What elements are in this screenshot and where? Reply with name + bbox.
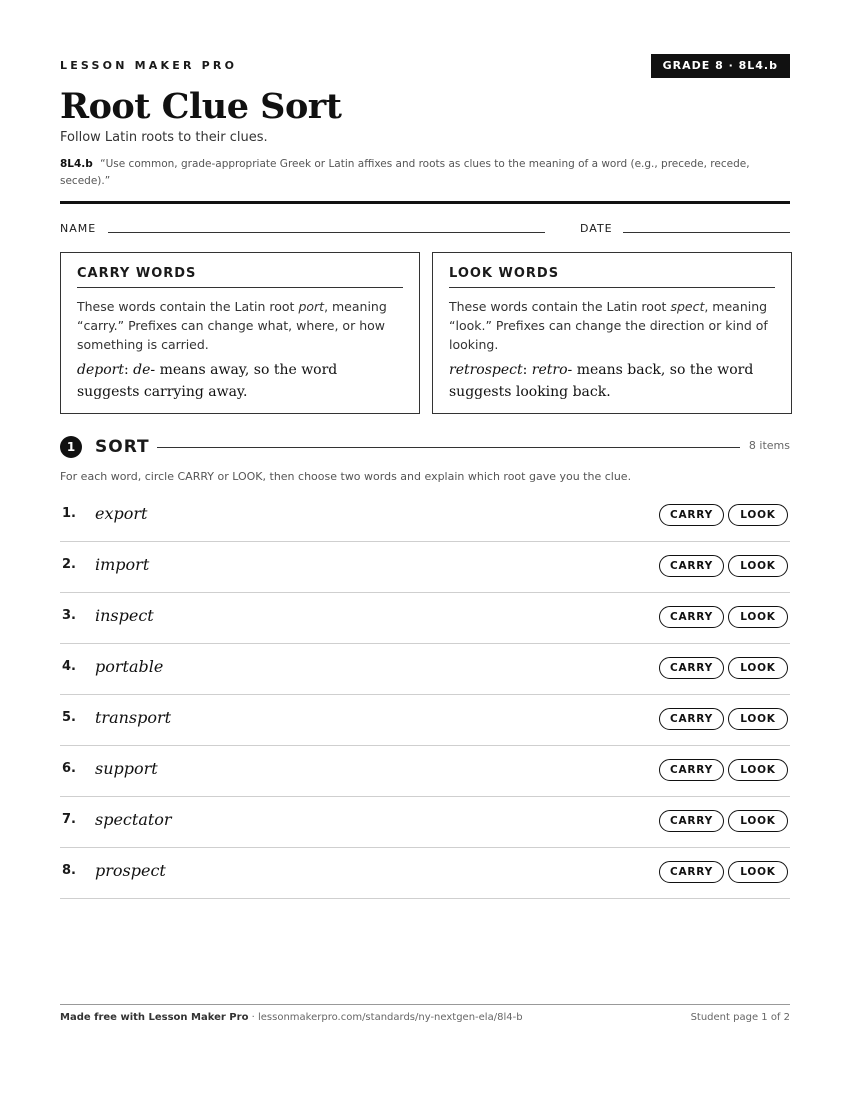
section-divider <box>157 447 740 448</box>
choice-group <box>655 860 788 884</box>
carry-choice[interactable]: CARRY <box>659 657 724 679</box>
standard-text: “Use common, grade-appropriate Greek or Latin affixes and roots as clues to the meaning of a word (e.g., precede, recede, secede).” <box>60 158 750 187</box>
section-number-badge: 1 <box>60 436 82 458</box>
look-words-description: These words contain the Latin root spect, meaning “look.” Prefixes can change the direction or kind of looking. <box>449 299 768 352</box>
look-choice[interactable]: LOOK <box>728 555 788 577</box>
item-word: import <box>95 555 150 574</box>
grade-badge: GRADE 8 · 8L4.b <box>651 54 790 78</box>
carry-choice[interactable]: CARRY <box>659 504 724 526</box>
look-choice[interactable]: LOOK <box>728 759 788 781</box>
name-date-row <box>60 220 790 236</box>
look-root: spect <box>670 299 705 314</box>
carry-choice[interactable]: CARRY <box>659 810 724 832</box>
worksheet-page <box>60 0 790 1100</box>
item-number: 1. <box>62 506 76 521</box>
look-choice[interactable]: LOOK <box>728 657 788 679</box>
word-row <box>60 491 790 542</box>
item-number: 3. <box>62 608 76 623</box>
word-row <box>60 848 790 899</box>
header-bar <box>60 54 790 80</box>
item-number: 5. <box>62 710 76 725</box>
word-row <box>60 695 790 746</box>
word-row <box>60 797 790 848</box>
footer <box>60 1012 790 1023</box>
item-word: spectator <box>95 810 172 829</box>
look-choice[interactable]: LOOK <box>728 810 788 832</box>
item-number: 4. <box>62 659 76 674</box>
carry-choice[interactable]: CARRY <box>659 861 724 883</box>
brand-name: LESSON MAKER PRO <box>60 59 238 72</box>
word-list <box>60 491 790 899</box>
sort-instructions: For each word, circle CARRY or LOOK, then choose two words and explain which root gave you the clue. <box>60 470 632 483</box>
carry-choice[interactable]: CARRY <box>659 555 724 577</box>
item-word: export <box>95 504 148 523</box>
look-example-word: retrospect <box>449 362 523 378</box>
look-example-prefix: retro- <box>531 362 573 378</box>
item-number: 6. <box>62 761 76 776</box>
footer-divider <box>60 1004 790 1005</box>
page-indicator: Student page 1 of 2 <box>690 1012 790 1023</box>
item-number: 2. <box>62 557 76 572</box>
section-title: SORT <box>95 437 150 457</box>
look-choice[interactable]: LOOK <box>728 708 788 730</box>
choice-group <box>655 707 788 731</box>
word-row <box>60 593 790 644</box>
choice-group <box>655 503 788 527</box>
date-field[interactable] <box>623 232 790 233</box>
carry-choice[interactable]: CARRY <box>659 759 724 781</box>
look-choice[interactable]: LOOK <box>728 504 788 526</box>
item-count: 8 items <box>748 439 790 452</box>
item-word: prospect <box>95 861 166 880</box>
footer-url: · lessonmakerpro.com/standards/ny-nextgen-ela/8l4-b <box>248 1012 523 1023</box>
carry-words-box <box>60 252 420 414</box>
item-word: inspect <box>95 606 154 625</box>
footer-made-with: Made free with Lesson Maker Pro <box>60 1012 249 1023</box>
name-field[interactable] <box>108 232 545 233</box>
item-word: transport <box>95 708 172 727</box>
carry-choice[interactable]: CARRY <box>659 708 724 730</box>
choice-group <box>655 605 788 629</box>
word-row <box>60 542 790 593</box>
carry-words-description: These words contain the Latin root port, meaning “carry.” Prefixes can change what, where, or how something is carried. <box>77 299 387 352</box>
choice-group <box>655 809 788 833</box>
carry-words-example: deport: de- means away, so the word suggests carrying away. <box>77 362 338 400</box>
item-word: support <box>95 759 158 778</box>
look-words-example: retrospect: retro- means back, so the word suggests looking back. <box>449 362 754 400</box>
standard-code: 8L4.b <box>60 158 93 170</box>
name-label: NAME <box>60 222 97 235</box>
page-title: Root Clue Sort <box>60 86 342 127</box>
date-label: DATE <box>580 222 613 235</box>
choice-group <box>655 656 788 680</box>
standard-statement <box>60 156 790 190</box>
look-words-title: LOOK WORDS <box>449 266 775 288</box>
page-subtitle: Follow Latin roots to their clues. <box>60 130 268 145</box>
carry-example-word: deport <box>77 362 124 378</box>
sort-section-header <box>60 434 790 460</box>
item-number: 7. <box>62 812 76 827</box>
look-words-box <box>432 252 792 414</box>
carry-words-title: CARRY WORDS <box>77 266 403 288</box>
carry-root: port <box>298 299 325 314</box>
item-number: 8. <box>62 863 76 878</box>
carry-choice[interactable]: CARRY <box>659 606 724 628</box>
look-choice[interactable]: LOOK <box>728 606 788 628</box>
item-word: portable <box>95 657 164 676</box>
word-row <box>60 644 790 695</box>
header-divider <box>60 201 790 204</box>
choice-group <box>655 554 788 578</box>
look-choice[interactable]: LOOK <box>728 861 788 883</box>
choice-group <box>655 758 788 782</box>
word-row <box>60 746 790 797</box>
carry-example-prefix: de- <box>133 362 156 378</box>
